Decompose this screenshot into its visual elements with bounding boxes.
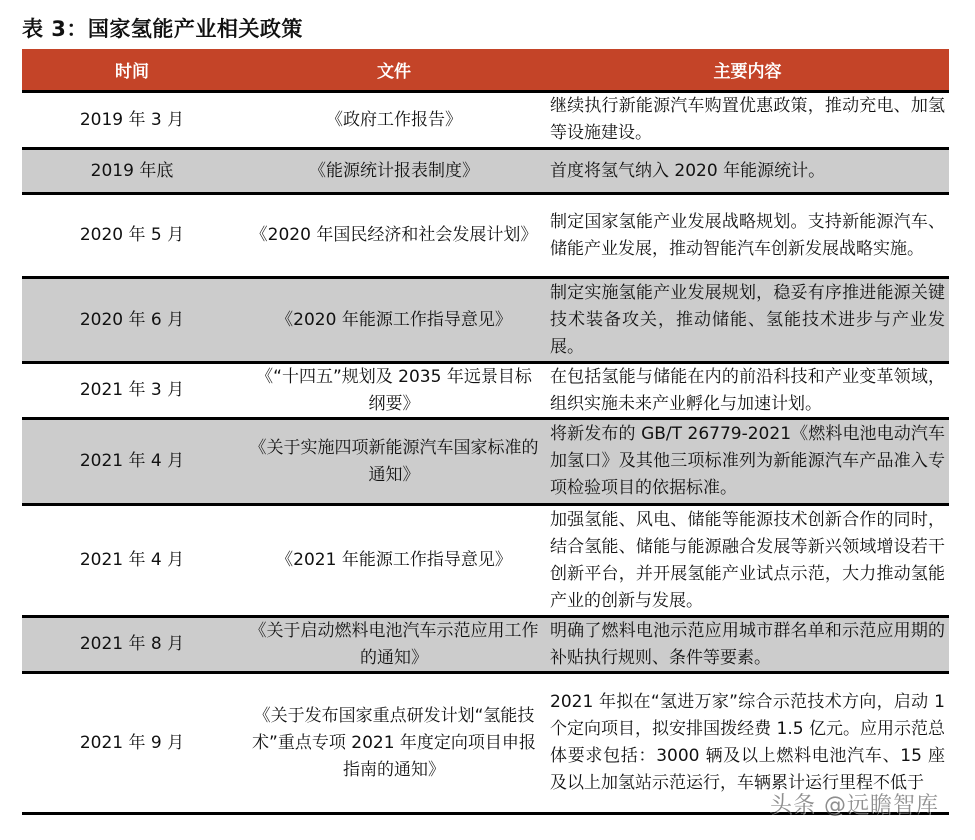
policy-table (22, 49, 949, 815)
cell-content: 制定实施氢能产业发展规划，稳妥有序推进能源关键技术装备攻关，推动储能、氢能技术进步与产业发展。 (550, 282, 945, 357)
cell-content: 继续执行新能源汽车购置优惠政策，推动充电、加氢等设施建设。 (550, 96, 945, 143)
cell-document: 《“十四五”规划及 2035 年远景目标纲要》 (256, 366, 532, 414)
cell-document: 《2020 年能源工作指导意见》 (276, 309, 512, 330)
cell-document: 《能源统计报表制度》 (309, 160, 479, 181)
cell-content: 制定国家氢能产业发展战略规划。支持新能源汽车、储能产业发展，推动智能汽车创新发展战略实施。 (550, 211, 945, 259)
cell-time: 2021 年 9 月 (79, 732, 185, 753)
table-row (22, 279, 949, 364)
table-row (22, 195, 949, 279)
cell-content: 将新发布的 GB/T 26779-2021《燃料电池电动汽车加氢口》及其他三项标准列为新能源汽车产品准入专项检验项目的依据标准。 (550, 424, 945, 498)
cell-time: 2019 年 3 月 (79, 109, 185, 130)
header-document: 文件 (377, 62, 411, 82)
cell-time: 2021 年 8 月 (79, 634, 185, 654)
header-content: 主要内容 (713, 62, 782, 82)
cell-content: 加强氢能、风电、储能等能源技术创新合作的同时，结合氢能、储能与能源融合发展等新兴领域增设若干创新平台，并开展氢能产业试点示范，大力推动氢能产业的创新与发展。 (550, 509, 945, 611)
cell-content: 2021 年拟在“氢进万家”综合示范技术方向，启动 1 个定向项目，拟安排国拨经费 1.5 亿元。应用示范总体要求包括：3000 辆及以上燃料电池汽车、15 座及以上加氢站示范运行，车辆累计运行里程不低于 (550, 692, 945, 793)
cell-time: 2021 年 4 月 (79, 451, 185, 471)
cell-document: 《2020 年国民经济和社会发展计划》 (250, 225, 538, 245)
cell-document: 《关于实施四项新能源汽车国家标准的通知》 (249, 437, 539, 485)
cell-time: 2020 年 6 月 (79, 309, 185, 330)
table-row (22, 420, 949, 506)
table-row (22, 150, 949, 195)
cell-document: 《关于发布国家重点研发计划“氢能技术”重点专项 2021 年度定向项目申报指南的通知》 (252, 705, 536, 780)
cell-time: 2021 年 3 月 (79, 380, 185, 400)
cell-document: 《政府工作报告》 (326, 109, 462, 130)
table-row (22, 618, 949, 674)
table-row (22, 364, 949, 420)
watermark: 头条 @远瞻智库 (770, 793, 939, 818)
header-time: 时间 (115, 62, 149, 82)
cell-time: 2021 年 4 月 (79, 550, 185, 570)
cell-time: 2019 年底 (90, 160, 174, 181)
cell-document: 《关于启动燃料电池汽车示范应用工作的通知》 (249, 620, 539, 668)
table-header (22, 49, 949, 93)
cell-content: 在包括氢能与储能在内的前沿科技和产业变革领域，组织实施未来产业孵化与加速计划。 (550, 366, 945, 414)
cell-content: 首度将氢气纳入 2020 年能源统计。 (550, 160, 826, 181)
cell-document: 《2021 年能源工作指导意见》 (276, 550, 512, 570)
table-title: 表 3：国家氢能产业相关政策 (22, 17, 303, 41)
cell-time: 2020 年 5 月 (79, 225, 185, 245)
cell-content: 明确了燃料电池示范应用城市群名单和示范应用期的补贴执行规则、条件等要素。 (550, 620, 945, 668)
table-row (22, 93, 949, 150)
table-row (22, 506, 949, 618)
